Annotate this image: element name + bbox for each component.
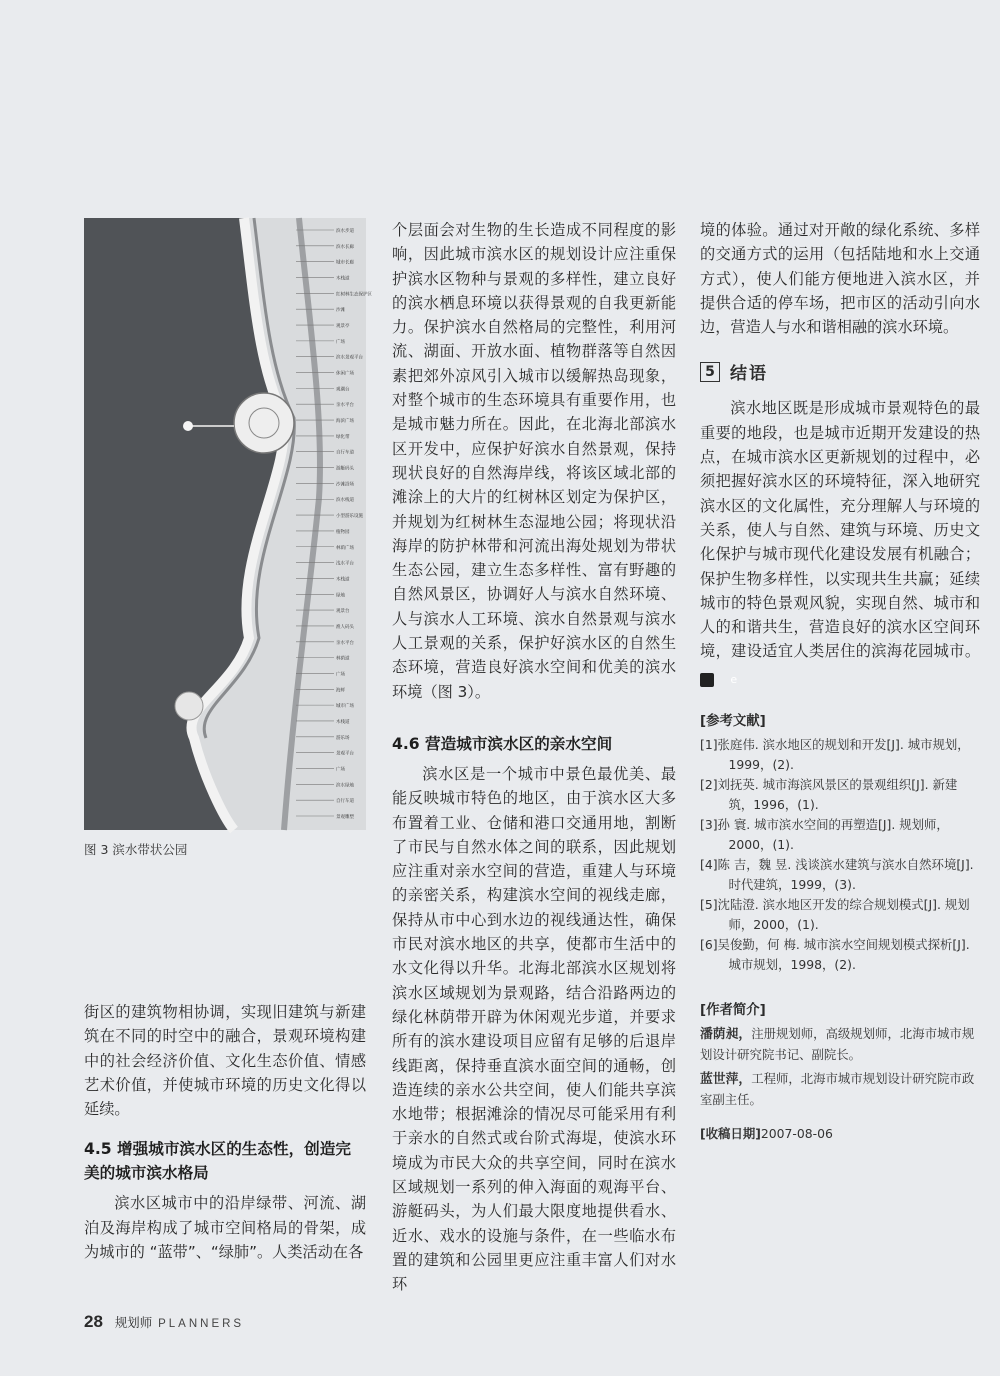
author-1-name: 潘荫昶， xyxy=(700,1027,752,1043)
figure-caption: 图 3 滨水带状公园 xyxy=(84,842,188,857)
figure-label: 游乐场 xyxy=(336,735,350,741)
author-1-desc: 注册规划师，高级规划师，北海市城市规划设计研究院书记、副院长。 xyxy=(700,1026,975,1063)
figure-label: 游艇码头 xyxy=(336,466,354,472)
conclusion-text: 滨水地区既是形成城市景观特色的最重要的地段，也是城市近期开发建设的热点，在城市滨水区更新规划的过程中，必须把握好滨水区的环境特征，深入地研究滨水区的文化属性，充分理解人与环境的关系，使人与自然、建筑与环境、历史文化保护与城市现代化建设发展有机融合；保护生物多样性，以实现共生共赢；延续城市的特色景观风貌，实现自然、城市和人的和谐共生，营造良好的滨水区空间环境，建设适宜人类居住的滨海花园城市。 xyxy=(700,399,980,661)
figure-label: 休闲广场 xyxy=(336,371,354,377)
reference-item: [3]孙 寰. 城市滨水空间的再塑造[J]. 规划师，2000，(1). xyxy=(700,817,949,853)
figure-label: 浅水平台 xyxy=(336,561,354,567)
figure-label: 滨水长廊 xyxy=(336,244,354,250)
figure-label: 渔人码头 xyxy=(336,624,354,630)
reference-item: [1]张庭伟. 滨水地区的规划和开发[J]. 城市规划，1999，(2). xyxy=(700,737,970,773)
figure-label: 绿化带 xyxy=(336,434,350,440)
section-4-5-paragraph: 滨水区城市中的沿岸绿带、河流、湖泊及海岸构成了城市空间格局的骨架，成为城市的 “蓝带”、“绿肺”。人类活动在各 xyxy=(84,1194,366,1262)
author-info-heading: [作者简介] xyxy=(700,1003,766,1019)
end-of-article-icon: e xyxy=(700,673,714,687)
references-heading: [参考文献] xyxy=(700,714,766,730)
figure-label: 广场 xyxy=(336,767,345,773)
reference-item: [6]吴俊勤，何 梅. 城市滨水空间规划模式探析[J]. 城市规划，1998，(2). xyxy=(700,937,970,973)
page-footer xyxy=(84,1312,244,1332)
figure-label: 滨水栈道 xyxy=(336,498,354,504)
section-4-5-heading: 4.5 增强城市滨水区的生态性，创造完美的城市滨水格局 xyxy=(84,1140,351,1183)
column-2 xyxy=(392,218,676,1296)
figure-label: 广场 xyxy=(336,672,345,678)
figure-label: 自行车道 xyxy=(336,450,354,456)
figure-label: 沙滩 xyxy=(336,308,345,314)
figure-label: 滨水景观平台 xyxy=(336,355,363,361)
figure-label: 观景台 xyxy=(336,609,350,615)
figure-label: 红树林生态保护区 xyxy=(336,292,372,298)
author-2-desc: 工程师，北海市城市规划设计研究院市政室副主任。 xyxy=(700,1071,975,1108)
figure-label: 木栈道 xyxy=(336,276,350,282)
figure-label: 城市长廊 xyxy=(336,260,354,266)
journal-name-cn: 规划师 xyxy=(114,1315,153,1330)
conclusion-paragraph xyxy=(700,396,980,688)
col3-paragraph-continued: 境的体验。通过对开敞的绿化系统、多样的交通方式的运用（包括陆地和水上交通方式），使人们能方便地进入滨水区，并提供合适的停车场，把市区的活动引向水边，营造人与水和谐相融的滨水环境。 xyxy=(700,221,980,337)
author-1 xyxy=(700,1024,980,1065)
plan-drawing xyxy=(84,218,372,830)
figure-label: 海滨广场 xyxy=(336,419,354,425)
col2-paragraph-continued: 个层面会对生物的生长造成不同程度的影响，因此城市滨水区的规划设计应注重保护滨水区物种与景观的多样性，建立良好的滨水栖息环境以获得景观的自我更新能力。保护滨水自然格局的完整性，利用河流、湖面、开放水面、植物群落等自然因素把郊外凉风引入城市以缓解热岛现象，对整个城市的生态环境具有重要作用，也是城市魅力所在。因此，在北海北部滨水区开发中，应保护好滨水自然景观，保持现状良好的自然海岸线，将该区域北部的滩涂上的大片的红树林区划定为保护区，并规划为红树林生态湿地公园；将现状沿海岸的防护林带和河流出海处规划为带状生态公园，建立生态多样性、富有野趣的自然风景区，协调好人与滨水自然环境、人与滨水人工环境、滨水自然景观与滨水人工景观的关系，保护好滨水区的自然生态环境，营造良好滨水空间和优美的滨水环境（图 3）。 xyxy=(392,221,676,701)
figure-label: 观景亭 xyxy=(336,324,350,330)
figure-label: 林荫道 xyxy=(336,656,350,662)
reference-item: [5]沈陆澄. 滨水地区开发的综合规划模式[J]. 规划师，2000，(1). xyxy=(700,897,970,933)
figure-label: 滨水绿地 xyxy=(336,783,354,789)
page-number: 28 xyxy=(84,1312,103,1331)
references-list xyxy=(700,735,980,975)
section-4-6-heading: 4.6 营造城市滨水区的亲水空间 xyxy=(392,734,613,753)
author-2-name: 蓝世萍， xyxy=(700,1072,752,1088)
column-3 xyxy=(700,218,980,1142)
figure-label: 亲水平台 xyxy=(336,403,354,409)
figure-label: 沙滩浴场 xyxy=(336,482,354,488)
figure-label: 景观雕塑 xyxy=(336,815,354,820)
col1-paragraph-continued: 街区的建筑物相协调，实现旧建筑与新建筑在不同的时空中的融合，景观环境构建中的社会经济价值、文化生态价值、情感艺术价值，并使城市环境的历史文化得以延续。 xyxy=(84,1003,366,1119)
figure-label: 广场 xyxy=(336,339,345,345)
figure-label: 绿地 xyxy=(336,593,345,599)
figure-label: 亲水平台 xyxy=(336,640,354,646)
figure-waterfront-park-plan xyxy=(84,218,372,830)
section-5-number: 5 xyxy=(700,362,720,382)
figure-label: 小型游乐设施 xyxy=(336,514,363,520)
column-1 xyxy=(84,1000,366,1264)
figure-label: 自行车道 xyxy=(336,799,354,805)
figure-label: 滨水步道 xyxy=(336,229,354,234)
received-date xyxy=(700,1124,980,1142)
section-5-heading xyxy=(700,359,980,384)
figure-label: 林荫广场 xyxy=(336,545,354,551)
section-5-title: 结语 xyxy=(730,364,768,385)
figure-label: 景观平台 xyxy=(336,751,354,757)
figure-label: 观潮台 xyxy=(336,387,350,393)
figure-label: 木栈道 xyxy=(336,719,350,725)
reference-item: [2]刘抚英. 城市海滨风景区的景观组织[J]. 新建筑，1996，(1). xyxy=(700,777,958,813)
journal-name-en: PLANNERS xyxy=(158,1318,245,1330)
figure-label: 木栈道 xyxy=(336,577,350,583)
figure-label: 城市广场 xyxy=(336,704,354,710)
author-2 xyxy=(700,1069,980,1110)
received-label: [收稿日期] xyxy=(700,1126,761,1142)
received-date-value: 2007-08-06 xyxy=(760,1126,833,1142)
figure-label: 植物园 xyxy=(336,529,350,535)
reference-item: [4]陈 吉，魏 昱. 浅谈滨水建筑与滨水自然环境[J]. 时代建筑，1999，(3). xyxy=(700,857,974,893)
section-4-6-paragraph: 滨水区是一个城市中景色最优美、最能反映城市特色的地区，由于滨水区大多布置着工业、仓储和港口交通用地，割断了市民与自然水体之间的联系，因此规划应注重对亲水空间的营造，重建人与环境的亲密关系，构建滨水空间的视线走廊，保持从市中心到水边的视线通达性，确保市民对滨水地区的共享，使都市生活中的水文化得以升华。北海北部滨水区规划将滨水区域规划为景观路，结合沿路两边的绿化林荫带开辟为休闲观光步道，并要求所有的滨水建设项目应留有足够的后退岸线距离，保持垂直滨水面空间的通畅，创造连续的亲水公共空间，使人们能共享滨水地带；根据滩涂的情况尽可能采用有利于亲水的自然式或台阶式海堤，使滨水环境成为市民大众的共享空间，同时在滨水区域规划一系列的伸入海面的观海平台、游艇码头，为人们最大限度地提供看水、近水、戏水的设施与条件，在一些临水布置的建筑和公园里更应注重丰富人们对水环 xyxy=(392,764,676,1294)
figure-label: 海鲜 xyxy=(336,688,345,694)
